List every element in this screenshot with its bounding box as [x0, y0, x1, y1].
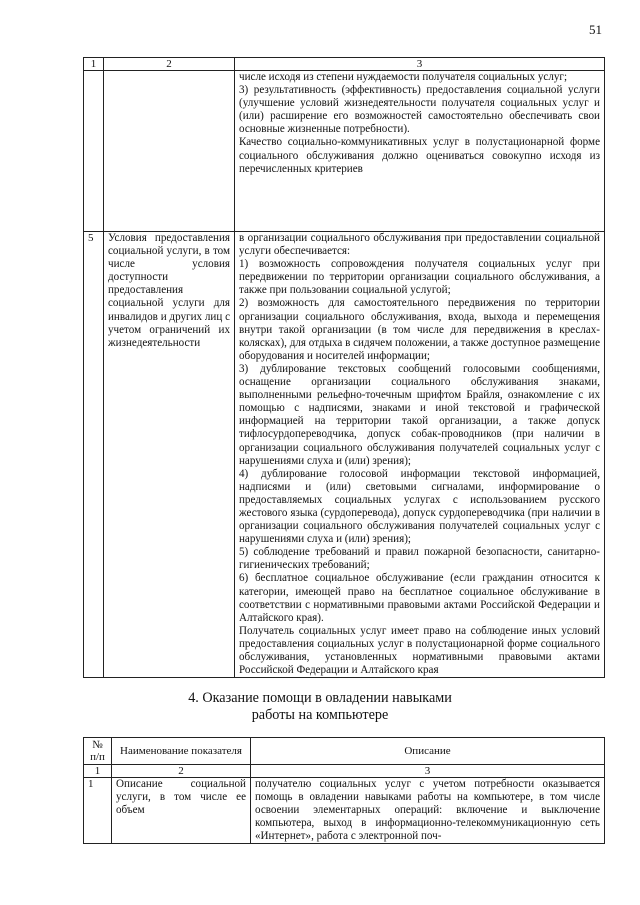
- page-number: 51: [589, 22, 602, 37]
- column-header-row: [84, 738, 605, 765]
- column-number-2: 2: [112, 765, 251, 778]
- column-header-name: Наименование показателя: [112, 738, 251, 765]
- column-number-1: 1: [84, 765, 112, 778]
- table-row-continuation: [84, 71, 605, 232]
- description-paragraph: 5) соблюдение требований и правил пожарной безопасности, санитарно-гигиенических требований;: [239, 546, 600, 572]
- row-name-empty: [104, 71, 235, 232]
- description-paragraph: Качество социально-коммуникативных услуг в полустационарной форме социального обслуживания должно оцениваться совокупно исходя из перечисленных критериев: [239, 136, 600, 175]
- column-header-description: Описание: [251, 738, 605, 765]
- section-heading-line: 4. Оказание помощи в овладении навыками: [188, 690, 452, 706]
- row-number: 1: [84, 778, 112, 844]
- services-table-continued: [83, 57, 605, 678]
- description-paragraph: 3) дублирование текстовых сообщений голосовыми сообщениями, оснащение организации социального обслуживания знаками, выполненными рельефно-точечным шрифтом Брайля, ознакомление с их помощью с надписями, знаками и иной текстовой и графической информацией на территории такой организации, а также допуск тифлосурдопереводчика, допуск собак-проводников (при наличии в организации социального обслуживания получателей социальных услуг с нарушениями слуха и (или) зрения);: [239, 362, 600, 467]
- description-paragraph: числе исходя из степени нуждаемости получателя социальных услуг;: [239, 71, 568, 83]
- row-number: 5: [84, 232, 104, 678]
- row-description: [235, 232, 605, 678]
- column-number-3: 3: [235, 58, 605, 71]
- column-number-3: 3: [251, 765, 605, 778]
- row-name: Условия предоставления социальной услуги, в том числе условия доступности предоставления социальной услуги для инвалидов и других лиц с учетом ограничений их жизнедеятельности: [104, 232, 235, 678]
- table-row-1: [84, 778, 605, 844]
- description-paragraph: 3) результативность (эффективность) предоставления социальной услуги (улучшение условий жизнедеятельности получателя социальных услуг и (или) расширение его возможностей самостоятельно обеспечивать свои основные жизненные потребности).: [239, 84, 600, 136]
- computer-skills-table: [83, 737, 605, 844]
- column-header-number: № п/п: [84, 738, 112, 765]
- description-paragraph: 1) возможность сопровождения получателя социальных услуг при передвижении по территории организации социального обслуживания, а также при пользовании социальной услугой;: [239, 258, 600, 297]
- description-paragraph: в организации социального обслуживания при предоставлении социальной услуги обеспечивается:: [239, 232, 600, 258]
- description-paragraph: Получатель социальных услуг имеет право на соблюдение иных условий предоставления социальных услуг в полустационарной форме социального обслуживания, установленных нормативными правовыми актами Российской Федерации и Алтайского края: [239, 624, 600, 677]
- description-paragraph: 4) дублирование голосовой информации текстовой информацией, надписями и (или) световыми сигналами, информирование о предоставляемых социальных услугах с использованием русского жестового языка (сурдоперевода), допуск сурдопереводчика (при наличии в организации социального обслуживания получателей социальных услуг с нарушениями слуха и (или) зрения);: [239, 467, 600, 546]
- row-number-empty: [84, 71, 104, 232]
- table-row-5: [84, 232, 605, 678]
- column-number-row: [84, 58, 605, 71]
- row-name: Описание социальной услуги, в том числе ее объем: [112, 778, 251, 844]
- column-number-1: 1: [84, 58, 104, 71]
- description-paragraph: 6) бесплатное социальное обслуживание (если гражданин относится к категории, имеющей право на бесплатное социальное обслуживание в соответствии с нормативными правовыми актами Российской Федерации и Алтайского края).: [239, 572, 600, 624]
- row-description: получателю социальных услуг с учетом потребности оказывается помощь в овладении навыками работы на компьютере, в том числе освоении элементарных операций: включение и выключение компьютера, выход в информационно-телекоммуникационную сеть «Интернет», работа с электронной поч-: [251, 778, 605, 844]
- section-heading-line: работы на компьютере: [251, 707, 389, 723]
- section-heading: [0, 690, 640, 724]
- column-number-2: 2: [104, 58, 235, 71]
- description-paragraph: 2) возможность для самостоятельного передвижения по территории организации социального обслуживания, входа, выхода и перемещения внутри такой организации (в том числе для передвижения в креслах-колясках), для отдыха в сидячем положении, а также доступное размещение оборудования и носителей информации;: [239, 297, 600, 362]
- column-number-row: [84, 765, 605, 778]
- row-description: [235, 71, 605, 232]
